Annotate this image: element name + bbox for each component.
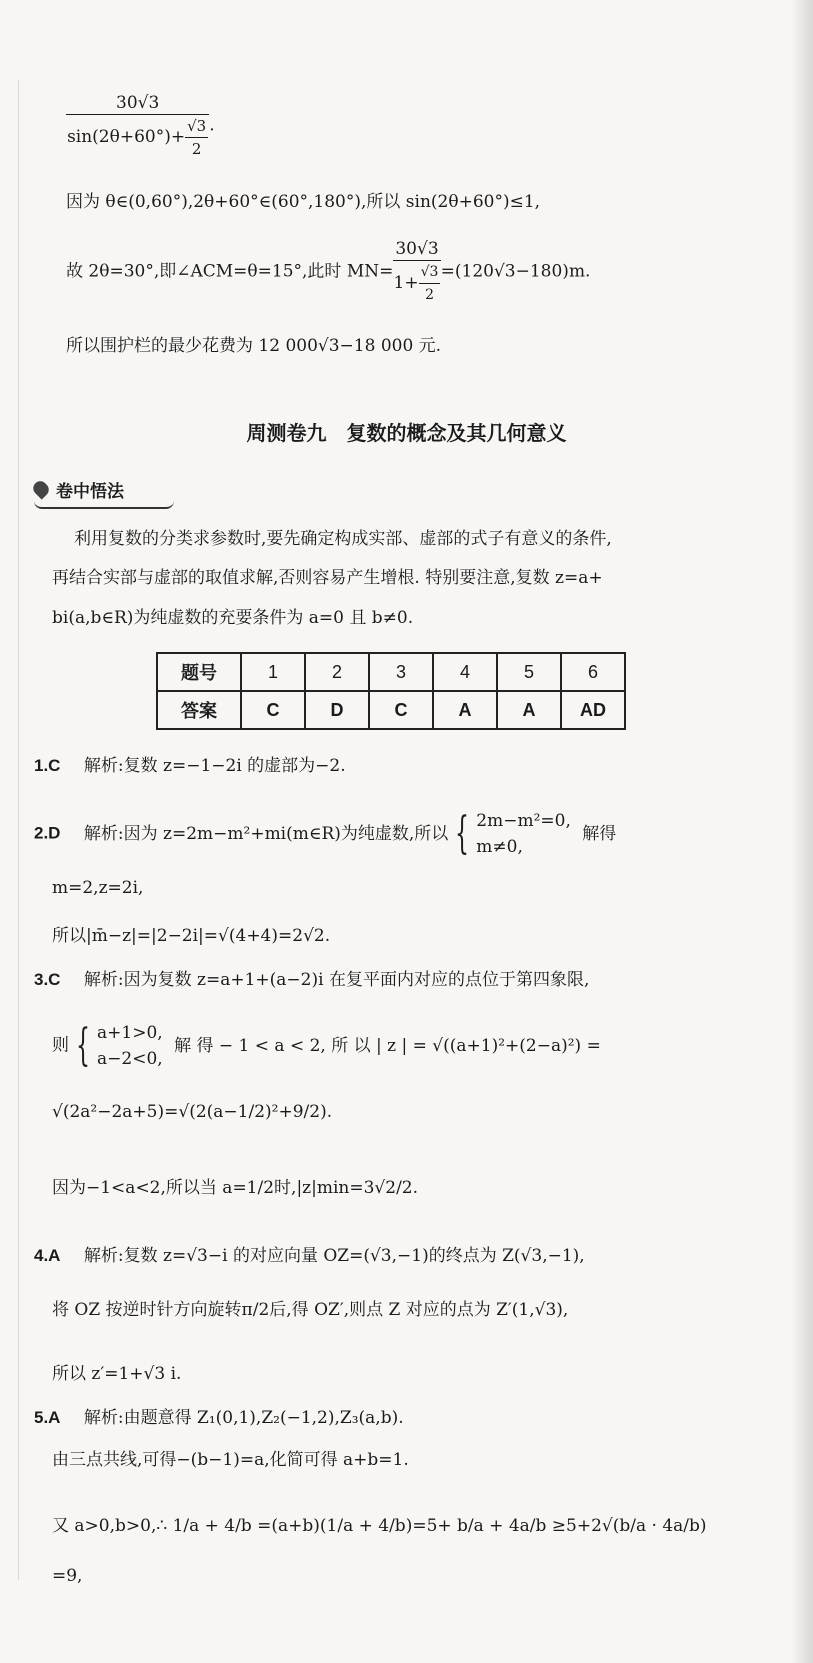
text-line: √(2a²−2a+5)=√(2(a−1/2)²+9/2). [52,1102,333,1122]
table-cell: C [241,691,305,729]
solution-1: 1.C 解析:复数 z=−1−2i 的虚部为−2. [34,756,346,776]
text-line: 所以围护栏的最少花费为 12 000√3−18 000 元. [66,336,442,356]
table-cell: C [369,691,433,729]
text-line: 又 a>0,b>0,∴ 1/a + 4/b =(a+b)(1/a + 4/b)=5+ b/a + 4a/b ≥5+2√(b/a · 4a/b) [52,1516,707,1536]
table-cell: 6 [561,653,625,691]
fraction-denominator: sin(2θ+60°)+ $\frac{√3}{2}$ [67,117,207,158]
question-number: 5.A [34,1408,61,1427]
badge-label: 卷中悟法 [56,481,124,502]
text-line: 所以|m̄−z|=|2−2i|=√(4+4)=2√2. [52,926,331,946]
solution-4: 4.A 解析:复数 z=√3−i 的对应向量 OZ=(√3,−1)的终点为 Z(√3,−1), [34,1246,585,1266]
table-header-cell: 答案 [157,691,241,729]
table-cell: D [305,691,369,729]
table-row [157,691,625,729]
margin-line [18,80,19,1580]
method-paragraph: 再结合实部与虚部的取值求解,否则容易产生增根. 特别要注意,复数 z=a+ [52,568,603,588]
table-row [157,653,625,691]
page-edge-shadow [791,0,813,1663]
table-cell: 1 [241,653,305,691]
text-line: m=2,z=2i, [52,878,144,898]
table-header-cell: 题号 [157,653,241,691]
table-cell: 3 [369,653,433,691]
text-line: 将 OZ 按逆时针方向旋转π/2后,得 OZ′,则点 Z 对应的点为 Z′(1,√3), [52,1300,569,1320]
question-number: 2.D [34,823,61,843]
fraction-expression: 30√3 sin(2θ+60°)+ $\frac{√3}{2}$ . [67,93,215,158]
table-cell: 4 [433,653,497,691]
table-cell: A [497,691,561,729]
method-paragraph: bi(a,b∈R)为纯虚数的充要条件为 a=0 且 b≠0. [52,608,414,628]
text-line: 故 2θ=30°,即∠ACM=θ=15°,此时 MN= 30√3 1+ $\frac{√3}{2}$ =(120√3−180)m. [66,239,591,303]
question-number: 1.C [34,756,61,775]
text-line: 则 { a+1>0, a−2<0, 解 得 − 1 < a < 2, 所 以 | z | = √((a+1)²+(2−a)²) = [52,1020,601,1071]
solution-3: 3.C 解析:因为复数 z=a+1+(a−2)i 在复平面内对应的点位于第四象限, [34,970,590,990]
method-badge [34,475,124,503]
table-cell: A [433,691,497,729]
section-title: 周测卷九 复数的概念及其几何意义 [246,421,567,445]
solution-5: 5.A 解析:由题意得 Z₁(0,1),Z₂(−1,2),Z₃(a,b). [34,1408,404,1428]
answer-table [156,652,626,730]
text-line: =9, [52,1566,83,1586]
text-line: 由三点共线,可得−(b−1)=a,化简可得 a+b=1. [52,1450,409,1470]
badge-underline [34,501,174,509]
text-line: 因为 θ∈(0,60°),2θ+60°∈(60°,180°),所以 sin(2θ+60°)≤1, [66,192,541,212]
lightbulb-icon [30,478,51,499]
table-cell: 2 [305,653,369,691]
question-number: 3.C [34,970,61,989]
fraction-numerator: 30√3 [66,92,209,115]
question-number: 4.A [34,1246,61,1265]
table-cell: AD [561,691,625,729]
text-line: 所以 z′=1+√3 i. [52,1364,182,1384]
table-cell: 5 [497,653,561,691]
method-paragraph: 利用复数的分类求参数时,要先确定构成实部、虚部的式子有意义的条件, [74,529,612,549]
solution-2: 2.D 解析:因为 z=2m−m²+mi(m∈R)为纯虚数,所以 { 2m−m²=0, m≠0, 解得 [34,808,617,859]
text-line: 因为−1<a<2,所以当 a=1/2时,|z|min=3√2/2. [52,1178,419,1198]
